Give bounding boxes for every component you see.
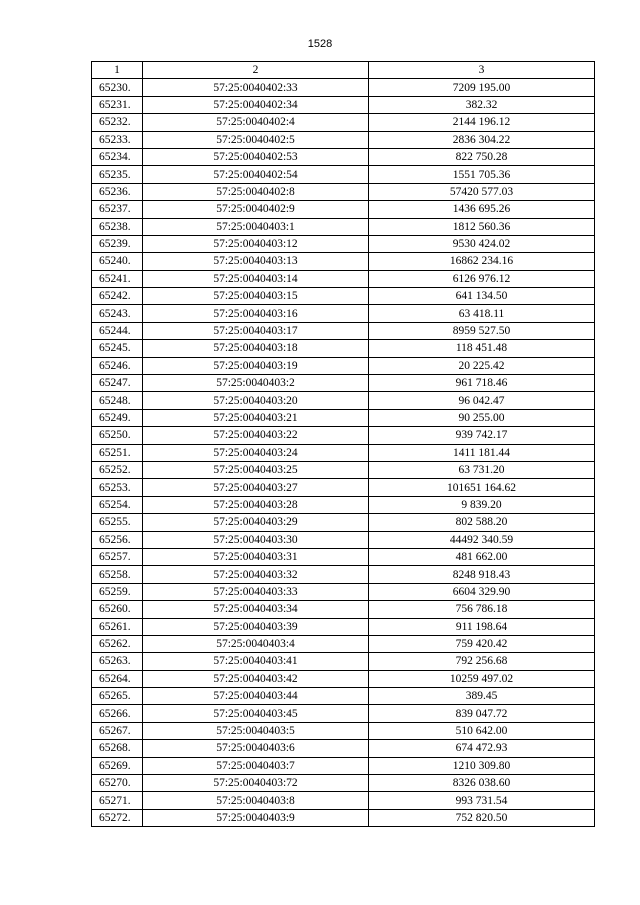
cadastral-number-cell: 57:25:0040403:5: [143, 722, 369, 739]
value-cell: 2836 304.22: [369, 131, 595, 148]
table-row: [92, 79, 595, 96]
row-number-cell: 65239.: [92, 235, 143, 252]
cadastral-number-cell: 57:25:0040402:34: [143, 96, 369, 113]
value-cell: 641 134.50: [369, 288, 595, 305]
table-header-row: [92, 62, 595, 79]
cadastral-number-cell: 57:25:0040403:7: [143, 757, 369, 774]
value-cell: 389.45: [369, 688, 595, 705]
row-number-cell: 65237.: [92, 201, 143, 218]
value-cell: 839 047.72: [369, 705, 595, 722]
row-number-cell: 65254.: [92, 496, 143, 513]
value-cell: 961 718.46: [369, 375, 595, 392]
table-row: [92, 340, 595, 357]
value-cell: 96 042.47: [369, 392, 595, 409]
value-cell: 1436 695.26: [369, 201, 595, 218]
row-number-cell: 65231.: [92, 96, 143, 113]
value-cell: 8959 527.50: [369, 322, 595, 339]
cadastral-number-cell: 57:25:0040403:4: [143, 635, 369, 652]
row-number-cell: 65270.: [92, 775, 143, 792]
cadastral-number-cell: 57:25:0040402:9: [143, 201, 369, 218]
row-number-cell: 65253.: [92, 479, 143, 496]
cadastral-number-cell: 57:25:0040402:33: [143, 79, 369, 96]
table-row: [92, 270, 595, 287]
table-row: [92, 235, 595, 252]
cadastral-number-cell: 57:25:0040403:32: [143, 566, 369, 583]
row-number-cell: 65252.: [92, 461, 143, 478]
table-row: [92, 148, 595, 165]
row-number-cell: 65238.: [92, 218, 143, 235]
row-number-cell: 65240.: [92, 253, 143, 270]
cadastral-value-table: [91, 61, 595, 827]
cadastral-number-cell: 57:25:0040403:8: [143, 792, 369, 809]
column-header: 1: [92, 62, 143, 79]
value-cell: 16862 234.16: [369, 253, 595, 270]
value-cell: 7209 195.00: [369, 79, 595, 96]
row-number-cell: 65242.: [92, 288, 143, 305]
cadastral-number-cell: 57:25:0040403:15: [143, 288, 369, 305]
row-number-cell: 65230.: [92, 79, 143, 96]
value-cell: 44492 340.59: [369, 531, 595, 548]
table-row: [92, 601, 595, 618]
value-cell: 10259 497.02: [369, 670, 595, 687]
table-row: [92, 514, 595, 531]
value-cell: 939 742.17: [369, 427, 595, 444]
table-row: [92, 322, 595, 339]
value-cell: 510 642.00: [369, 722, 595, 739]
cadastral-number-cell: 57:25:0040403:44: [143, 688, 369, 705]
cadastral-number-cell: 57:25:0040403:34: [143, 601, 369, 618]
cadastral-number-cell: 57:25:0040403:18: [143, 340, 369, 357]
value-cell: 8326 038.60: [369, 775, 595, 792]
row-number-cell: 65269.: [92, 757, 143, 774]
row-number-cell: 65245.: [92, 340, 143, 357]
table-row: [92, 114, 595, 131]
table-row: [92, 531, 595, 548]
value-cell: 911 198.64: [369, 618, 595, 635]
cadastral-number-cell: 57:25:0040402:5: [143, 131, 369, 148]
value-cell: 63 731.20: [369, 461, 595, 478]
table-row: [92, 392, 595, 409]
value-cell: 9 839.20: [369, 496, 595, 513]
table-row: [92, 96, 595, 113]
table-row: [92, 809, 595, 826]
cadastral-number-cell: 57:25:0040403:19: [143, 357, 369, 374]
cadastral-number-cell: 57:25:0040403:22: [143, 427, 369, 444]
cadastral-number-cell: 57:25:0040403:17: [143, 322, 369, 339]
table-row: [92, 496, 595, 513]
table-row: [92, 375, 595, 392]
row-number-cell: 65241.: [92, 270, 143, 287]
table-row: [92, 201, 595, 218]
value-cell: 1551 705.36: [369, 166, 595, 183]
cadastral-number-cell: 57:25:0040403:21: [143, 409, 369, 426]
cadastral-number-cell: 57:25:0040403:6: [143, 740, 369, 757]
row-number-cell: 65262.: [92, 635, 143, 652]
row-number-cell: 65271.: [92, 792, 143, 809]
cadastral-number-cell: 57:25:0040403:12: [143, 235, 369, 252]
value-cell: 118 451.48: [369, 340, 595, 357]
row-number-cell: 65251.: [92, 444, 143, 461]
value-cell: 20 225.42: [369, 357, 595, 374]
table-row: [92, 218, 595, 235]
cadastral-number-cell: 57:25:0040403:24: [143, 444, 369, 461]
cadastral-number-cell: 57:25:0040403:31: [143, 548, 369, 565]
row-number-cell: 65268.: [92, 740, 143, 757]
row-number-cell: 65236.: [92, 183, 143, 200]
table-row: [92, 740, 595, 757]
value-cell: 674 472.93: [369, 740, 595, 757]
row-number-cell: 65266.: [92, 705, 143, 722]
row-number-cell: 65261.: [92, 618, 143, 635]
table-row: [92, 566, 595, 583]
value-cell: 802 588.20: [369, 514, 595, 531]
row-number-cell: 65247.: [92, 375, 143, 392]
table-row: [92, 479, 595, 496]
cadastral-number-cell: 57:25:0040402:54: [143, 166, 369, 183]
cadastral-number-cell: 57:25:0040403:1: [143, 218, 369, 235]
value-cell: 756 786.18: [369, 601, 595, 618]
cadastral-number-cell: 57:25:0040403:14: [143, 270, 369, 287]
table-row: [92, 670, 595, 687]
table-row: [92, 131, 595, 148]
row-number-cell: 65250.: [92, 427, 143, 444]
cadastral-number-cell: 57:25:0040403:42: [143, 670, 369, 687]
table-row: [92, 722, 595, 739]
cadastral-number-cell: 57:25:0040403:25: [143, 461, 369, 478]
row-number-cell: 65260.: [92, 601, 143, 618]
table-row: [92, 253, 595, 270]
value-cell: 6126 976.12: [369, 270, 595, 287]
value-cell: 6604 329.90: [369, 583, 595, 600]
row-number-cell: 65235.: [92, 166, 143, 183]
value-cell: 57420 577.03: [369, 183, 595, 200]
value-cell: 752 820.50: [369, 809, 595, 826]
value-cell: 792 256.68: [369, 653, 595, 670]
row-number-cell: 65265.: [92, 688, 143, 705]
table-row: [92, 305, 595, 322]
row-number-cell: 65249.: [92, 409, 143, 426]
row-number-cell: 65267.: [92, 722, 143, 739]
row-number-cell: 65243.: [92, 305, 143, 322]
cadastral-number-cell: 57:25:0040402:8: [143, 183, 369, 200]
row-number-cell: 65246.: [92, 357, 143, 374]
table-row: [92, 705, 595, 722]
cadastral-number-cell: 57:25:0040403:72: [143, 775, 369, 792]
row-number-cell: 65257.: [92, 548, 143, 565]
cadastral-number-cell: 57:25:0040403:45: [143, 705, 369, 722]
table-row: [92, 618, 595, 635]
value-cell: 993 731.54: [369, 792, 595, 809]
cadastral-number-cell: 57:25:0040403:29: [143, 514, 369, 531]
value-cell: 9530 424.02: [369, 235, 595, 252]
cadastral-number-cell: 57:25:0040403:16: [143, 305, 369, 322]
page-number: 1528: [307, 38, 333, 50]
value-cell: 101651 164.62: [369, 479, 595, 496]
cadastral-number-cell: 57:25:0040403:41: [143, 653, 369, 670]
row-number-cell: 65233.: [92, 131, 143, 148]
table-row: [92, 409, 595, 426]
table-row: [92, 792, 595, 809]
value-cell: 822 750.28: [369, 148, 595, 165]
cadastral-number-cell: 57:25:0040403:33: [143, 583, 369, 600]
cadastral-number-cell: 57:25:0040403:13: [143, 253, 369, 270]
cadastral-number-cell: 57:25:0040403:20: [143, 392, 369, 409]
cadastral-number-cell: 57:25:0040403:2: [143, 375, 369, 392]
value-cell: 1411 181.44: [369, 444, 595, 461]
table-row: [92, 757, 595, 774]
row-number-cell: 65255.: [92, 514, 143, 531]
value-cell: 63 418.11: [369, 305, 595, 322]
table-row: [92, 688, 595, 705]
cadastral-number-cell: 57:25:0040402:4: [143, 114, 369, 131]
cadastral-number-cell: 57:25:0040402:53: [143, 148, 369, 165]
value-cell: 1210 309.80: [369, 757, 595, 774]
table-row: [92, 583, 595, 600]
row-number-cell: 65272.: [92, 809, 143, 826]
table-row: [92, 775, 595, 792]
table-row: [92, 461, 595, 478]
value-cell: 90 255.00: [369, 409, 595, 426]
value-cell: 2144 196.12: [369, 114, 595, 131]
row-number-cell: 65256.: [92, 531, 143, 548]
table-row: [92, 427, 595, 444]
row-number-cell: 65234.: [92, 148, 143, 165]
table-row: [92, 166, 595, 183]
cadastral-number-cell: 57:25:0040403:30: [143, 531, 369, 548]
column-header: 2: [143, 62, 369, 79]
value-cell: 759 420.42: [369, 635, 595, 652]
row-number-cell: 65264.: [92, 670, 143, 687]
value-cell: 1812 560.36: [369, 218, 595, 235]
table-row: [92, 548, 595, 565]
cadastral-number-cell: 57:25:0040403:27: [143, 479, 369, 496]
table-row: [92, 183, 595, 200]
column-header: 3: [369, 62, 595, 79]
row-number-cell: 65244.: [92, 322, 143, 339]
cadastral-number-cell: 57:25:0040403:39: [143, 618, 369, 635]
row-number-cell: 65259.: [92, 583, 143, 600]
row-number-cell: 65263.: [92, 653, 143, 670]
table-row: [92, 357, 595, 374]
value-cell: 8248 918.43: [369, 566, 595, 583]
row-number-cell: 65232.: [92, 114, 143, 131]
value-cell: 382.32: [369, 96, 595, 113]
table-row: [92, 288, 595, 305]
cadastral-number-cell: 57:25:0040403:28: [143, 496, 369, 513]
table-row: [92, 653, 595, 670]
table-row: [92, 444, 595, 461]
row-number-cell: 65258.: [92, 566, 143, 583]
row-number-cell: 65248.: [92, 392, 143, 409]
value-cell: 481 662.00: [369, 548, 595, 565]
table-row: [92, 635, 595, 652]
cadastral-number-cell: 57:25:0040403:9: [143, 809, 369, 826]
